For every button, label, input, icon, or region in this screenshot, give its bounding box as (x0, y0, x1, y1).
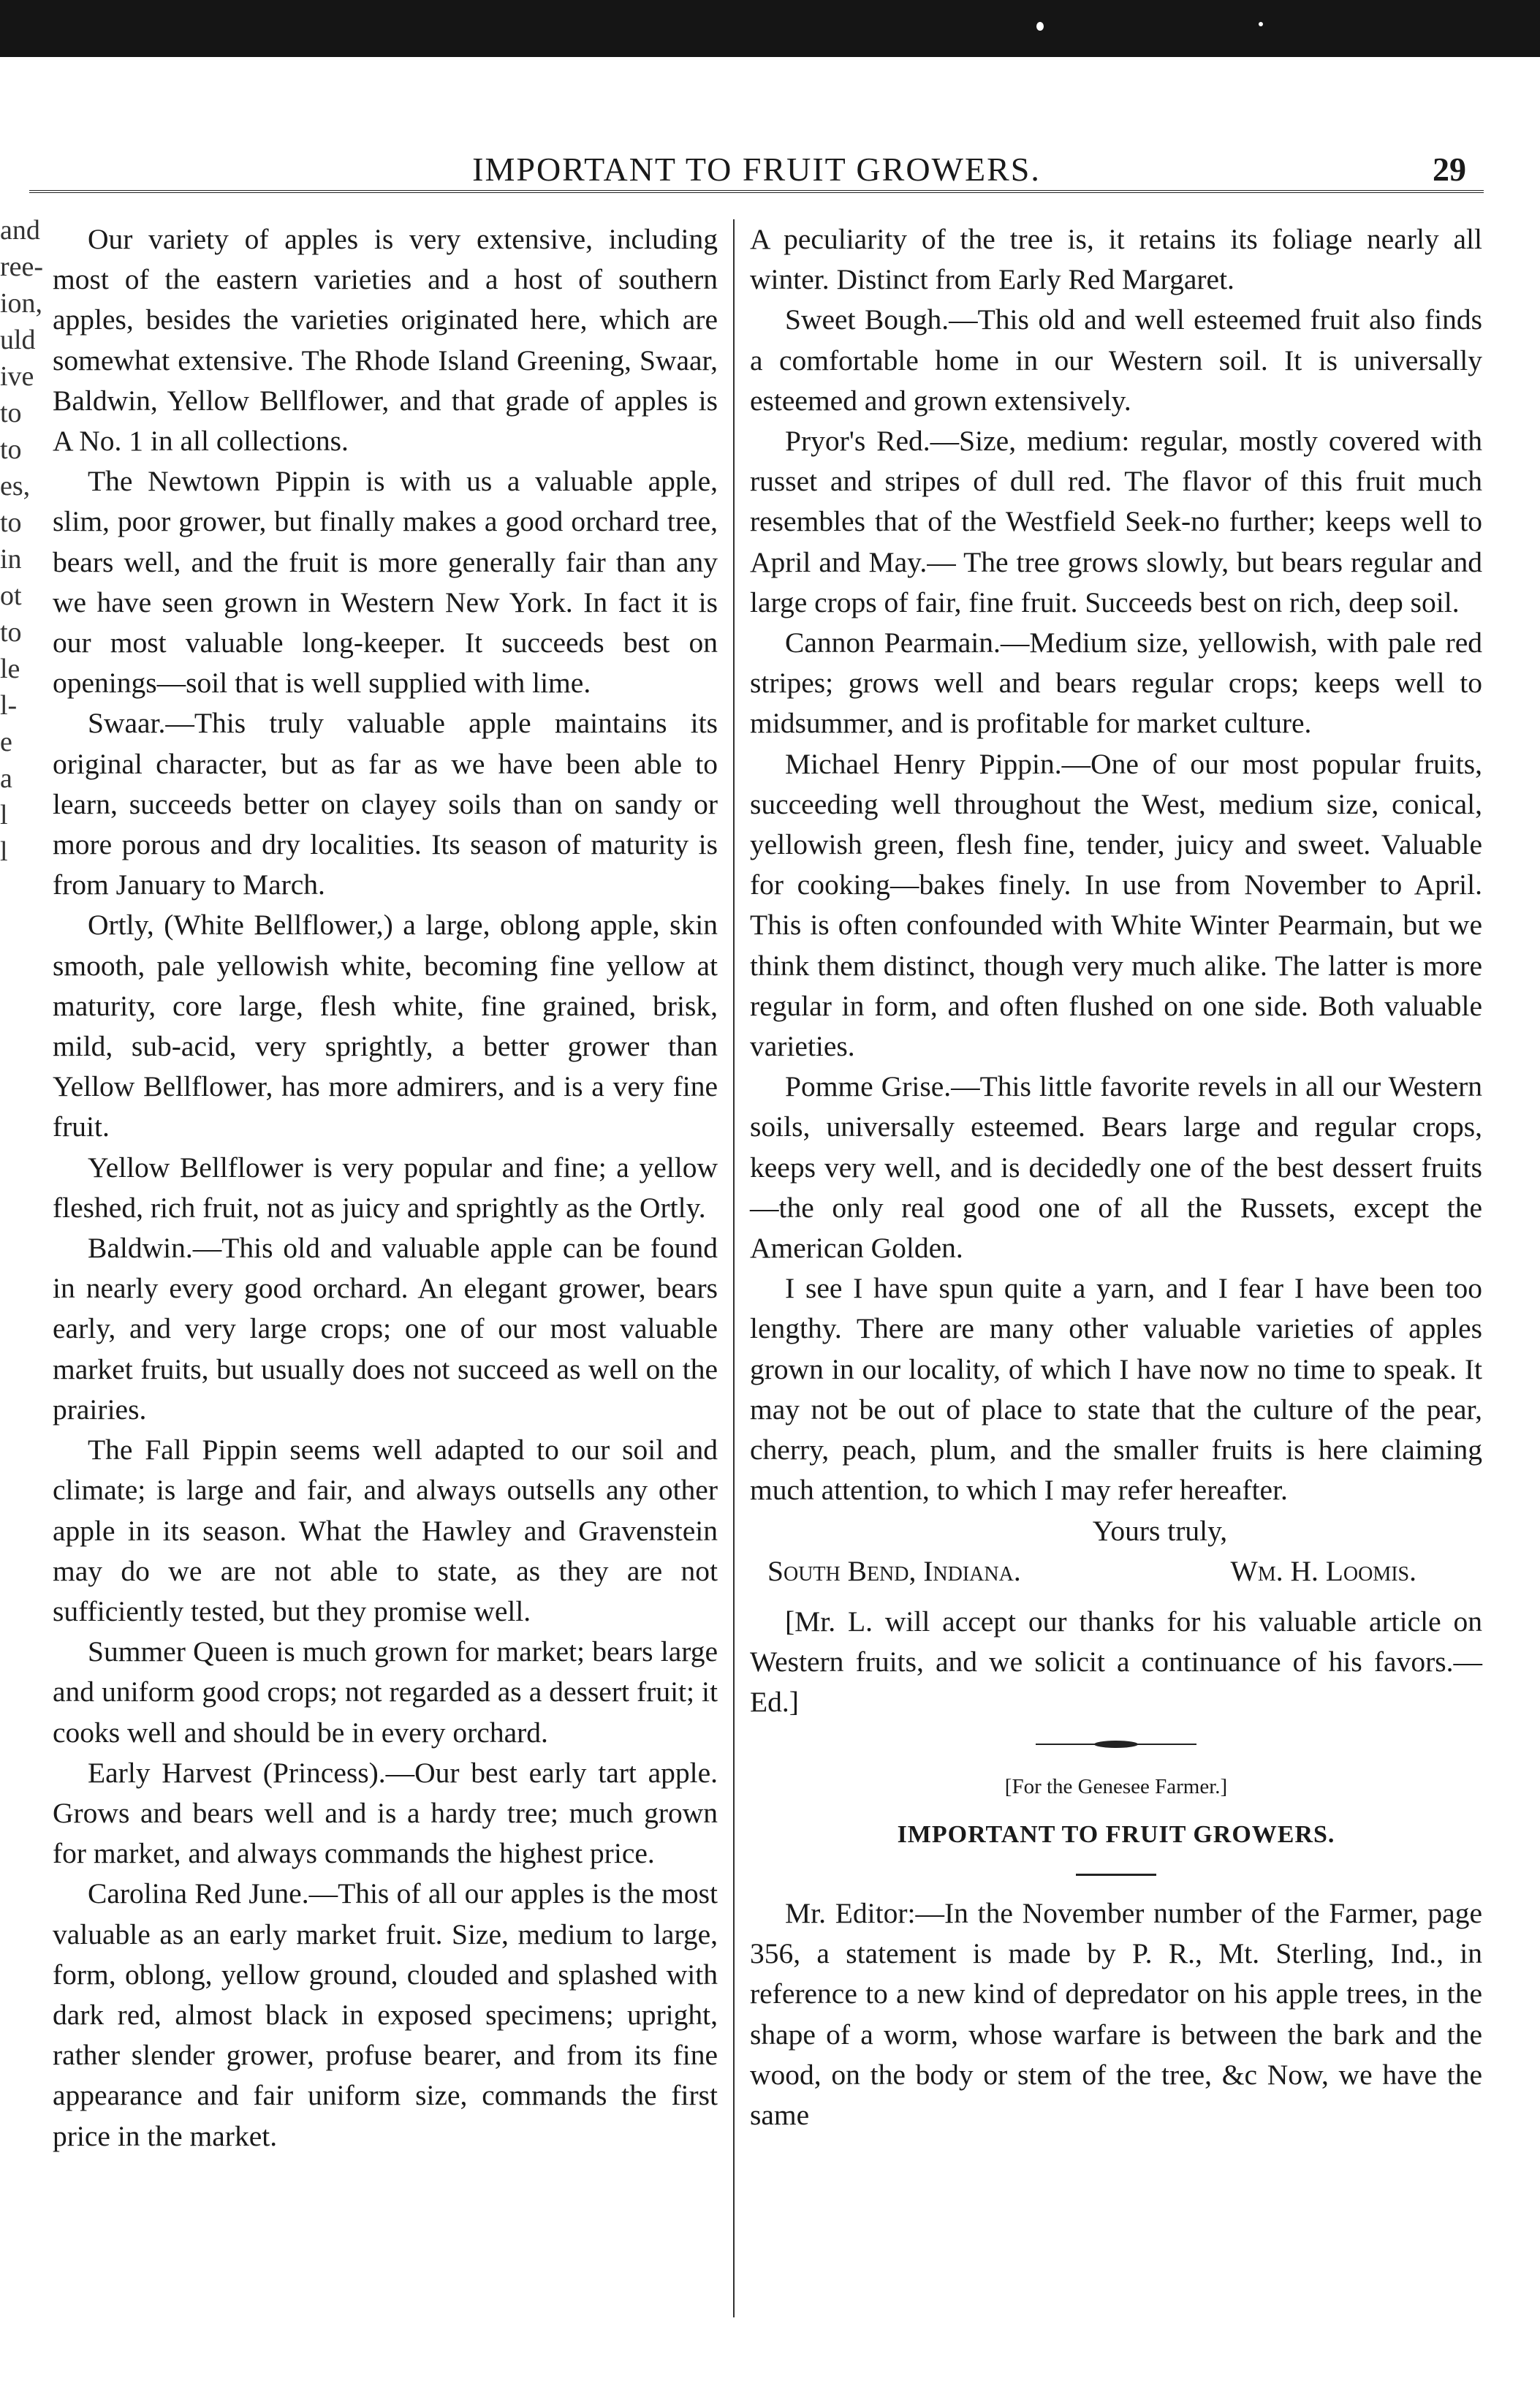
author-signature: Wm. H. Loomis. (1230, 1554, 1416, 1587)
paragraph-carolina-red-june: Carolina Red June.—This of all our apples is the most valuable as an early market fruit. Size, medium to large, form, oblong, yellow ground, clouded and splashed with dark red, almost black in exposed specimens; upright, rather slender grower, profuse bearer, and from its fine appearance and fair uniform size, commands the first price in the market. (53, 1877, 718, 2152)
paragraph-swaar: Swaar.—This truly valuable apple maintains its original character, but as far as we have been able to learn, succeeds better on clayey soils than on sandy or more porous and dry localities. Its season of maturity is from January to March. (53, 707, 718, 901)
scan-speck (1259, 22, 1263, 26)
paragraph-varieties: Our variety of apples is very extensive, including most of the eastern varieties and a host of southern apples, besides the varieties originated here, which are somewhat extensive. The Rhode Island Greening, Swaar, Baldwin, Yellow Bellflower, and that grade of apples is A No. 1 in all collections. (53, 223, 718, 458)
header-rule (29, 190, 1484, 193)
paragraph-early-harvest: Early Harvest (Princess).—Our best early tart apple. Grows and bears well and is a hardy tree; much grown for market, and always commands the highest price. (53, 1756, 718, 1870)
gutter-fragment: ot (0, 580, 22, 611)
gutter-fragment: and (0, 215, 40, 246)
paragraph-fall-pippin: The Fall Pippin seems well adapted to our soil and climate; is large and fair, and always outsells any other apple in its season. What the Hawley and Gravenstein may do we are not able to state, as they are not sufficiently tested, but they promise well. (53, 1434, 718, 1627)
editor-note: [Mr. L. will accept our thanks for his valuable article on Western fruits, and we solicit a continuance of his favors.—Ed.] (750, 1605, 1482, 1719)
paragraph-cannon-pearmain: Cannon Pearmain.—Medium size, yellowish, with pale red stripes; grows well and bears regular crops; keeps well to midsummer, and is profitable for market culture. (750, 627, 1482, 740)
column-divider (733, 219, 735, 2317)
gutter-fragment: es, (0, 471, 31, 501)
right-column (750, 219, 1482, 2135)
signature-line (750, 1551, 1482, 1591)
gutter-fragment: l (0, 836, 8, 867)
source-credit: [For the Genesee Farmer.] (1004, 1774, 1228, 1798)
gutter-fragment: e (0, 727, 12, 757)
gutter-bleed-text (0, 212, 44, 870)
paragraph-baldwin: Baldwin.—This old and valuable apple can be found in nearly every good orchard. An elegant grower, bears early, and very large crops; one of our most valuable market fruits, but usually does not succeed as well on the prairies. (53, 1232, 718, 1426)
gutter-fragment: to (0, 398, 22, 428)
paragraph-closing-remarks: I see I have spun quite a yarn, and I fear I have been too lengthy. There are many other valuable varieties of apples grown in our locality, of which I have now no time to speak. It may not be out of place to state that the culture of the pear, cherry, peach, plum, and the smaller fruits is here claiming much attention, to which I may refer hereafter. (750, 1272, 1482, 1507)
section-ornament (1036, 1741, 1196, 1748)
scan-top-bar (0, 0, 1540, 57)
gutter-fragment: to (0, 617, 22, 648)
scan-speck (1036, 22, 1044, 31)
gutter-fragment: to (0, 434, 22, 465)
gutter-fragment: ree- (0, 251, 44, 282)
page-header (29, 150, 1484, 194)
title-rule (1076, 1874, 1156, 1876)
dateline-place: South Bend, Indiana. (767, 1554, 1021, 1587)
gutter-fragment: uld (0, 325, 36, 355)
paragraph-pomme-grise: Pomme Grise.—This little favorite revels in all our Western soils, universally esteemed. Bears large and regular crops, keeps very well, and is decidedly one of the best dessert fruits—the only real good one of all the Russets, except the American Golden. (750, 1070, 1482, 1265)
closing-salutation: Yours truly, (1092, 1514, 1228, 1547)
gutter-fragment: l (0, 800, 8, 830)
gutter-fragment: ion, (0, 288, 43, 319)
left-column (53, 219, 718, 2157)
gutter-fragment: le (0, 654, 20, 684)
paragraph-yellow-bellflower: Yellow Bellflower is very popular and fine; a yellow fleshed, rich fruit, not as juicy and sprightly as the Ortly. (53, 1151, 718, 1224)
gutter-fragment: in (0, 544, 22, 575)
paragraph-michael-henry-pippin: Michael Henry Pippin.—One of our most popular fruits, succeeding well throughout the West, medium size, conical, yellowish green, flesh fine, tender, juicy and sweet. Valuable for cooking—bakes finely. In use from November to April. This is often confounded with White Winter Pearmain, but we think them distinct, though very much alike. The latter is more regular in form, and often flushed on one side. Both valuable varieties. (750, 747, 1482, 1063)
paragraph-summer-queen: Summer Queen is much grown for market; bears large and uniform good crops; not regarded as a dessert fruit; it cooks well and should be in every orchard. (53, 1635, 718, 1749)
page-number: 29 (1433, 151, 1466, 188)
paragraph-ortly: Ortly, (White Bellflower,) a large, oblong apple, skin smooth, pale yellowish white, becoming fine yellow at maturity, core large, flesh white, fine grained, brisk, mild, sub-acid, very sprightly, a better grower than Yellow Bellflower, has more admirers, and is a very fine fruit. (53, 909, 718, 1143)
gutter-fragment: l- (0, 690, 18, 721)
paragraph-newtown-pippin: The Newtown Pippin is with us a valuable apple, slim, poor grower, but finally makes a good orchard tree, bears well, and the fruit is more generally fair than any we have seen grown in Western New York. In fact it is our most valuable long-keeper. It succeeds best on openings—soil that is well supplied with lime. (53, 465, 718, 700)
paragraph-letter-opening: Mr. Editor:—In the November number of the Farmer, page 356, a statement is made by P. R., Mt. Sterling, Ind., in reference to a new kind of depredator on his apple trees, in the shape of a worm, whose warfare is between the bark and the wood, on the body or stem of the tree, &c Now, we have the same (750, 1896, 1482, 2131)
paragraph-foliage: A peculiarity of the tree is, it retains its foliage nearly all winter. Distinct from Early Red Margaret. (750, 223, 1482, 296)
paragraph-pryors-red: Pryor's Red.—Size, medium: regular, mostly covered with russet and stripes of dull red. The flavor of this fruit much resembles that of the Westfield Seek-no further; keeps well to April and May.— The tree grows slowly, but bears regular and large crops of fair, fine fruit. Succeeds best on rich, deep soil. (750, 425, 1482, 618)
running-title: IMPORTANT TO FRUIT GROWERS. (472, 151, 1041, 188)
gutter-fragment: a (0, 763, 12, 794)
gutter-fragment: to (0, 507, 22, 538)
gutter-fragment: ive (0, 361, 34, 392)
article-title: IMPORTANT TO FRUIT GROWERS. (897, 1820, 1335, 1848)
paragraph-sweet-bough: Sweet Bough.—This old and well esteemed fruit also finds a comfortable home in our Western soil. It is universally esteemed and grown extensively. (750, 303, 1482, 417)
